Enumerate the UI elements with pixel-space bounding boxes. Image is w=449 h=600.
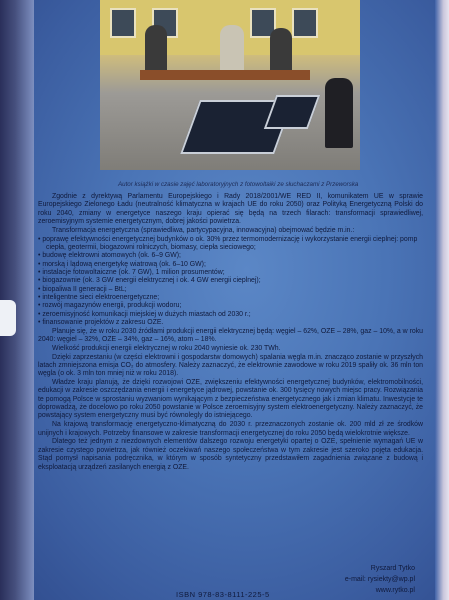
author-email: e-mail: rysiekty@wp.pl bbox=[344, 576, 415, 583]
paragraph: Wielkość produkcji energii elektrycznej w roku 2040 wyniesie ok. 230 TWh. bbox=[52, 344, 281, 352]
photo-window bbox=[292, 8, 318, 38]
paragraph: Planuje się, że w roku 2030 źródłami produkcji energii elektrycznej będą: węgiel – 62%, OZE – 28%, gaz – 10%, a w roku 2040: węgiel – 32%, OZE – 34%, gaz – 16%, atom – 18%. bbox=[38, 327, 423, 343]
cover-photo bbox=[100, 0, 360, 170]
isbn: ISBN 978-83-8111-225-5 bbox=[176, 590, 270, 599]
list-item: • budowę elektrowni atomowych (ok. 6–9 GW); bbox=[38, 252, 423, 260]
list-item: • rozwój magazynów energii, produkcji wodoru; bbox=[38, 302, 423, 310]
list-item: • instalacje fotowoltaiczne (ok. 7 GW), 1 milion prosumentów; bbox=[38, 269, 423, 277]
paragraph: Dlatego też jednym z niezdownych elementów dalszego rozwoju energetyki opartej o OZE, spełnienie wymagań UE w zakresie czystego powietrza, jak również oczekiwań naszego społeczeństwa w tym zakresie jest szeroko pojęta edukacja. Stąd pomysł napisania podręcznika, w którym w sposób syntetyczny przedstawiłem zagadnienia związane z budową i eksploatacją urządzeń zasilanych energią z OZE. bbox=[38, 438, 423, 471]
list-item: • finansowanie projektów z zakresu OZE. bbox=[38, 319, 423, 327]
author-signature bbox=[345, 563, 415, 596]
list-item: • biopaliwa II generacji – BtL; bbox=[38, 286, 423, 294]
photo-person bbox=[145, 25, 167, 75]
list-item: • zeroemisyjność komunikacji miejskiej w dużych miastach od 2030 r.; bbox=[38, 311, 423, 319]
photo-person bbox=[325, 78, 353, 148]
list-item: • morską i lądową energetykę wiatrową (ok. 6–10 GW); bbox=[38, 261, 423, 269]
paragraph: Władze kraju planują, że dzięki rozwojowi OZE, zwiększeniu efektywności energetycznej budynków, elektromobilności, edukacji w zakresie oszczędzania energii i energetyce jądrowej, powstanie ok. 300 tysięcy nowych miejsc pracy. Rozwiązania te pomogą Polsce w sprostaniu wyzwaniom wynikającym z bezpieczeństwa energetycznego jak i zmian klimatu. Inwestycje te doprowadzą, że docelowo po roku 2050 powstanie w Polsce zeroemisyjny system elektroenergetyczny. Należy zaznaczyć, że powstający system energetyczny musi być równolegly do istniejącego. bbox=[38, 379, 423, 420]
list-item: • biogazownie (ok. 3 GW energii elektrycznej i ok. 4 GW energii cieplnej); bbox=[38, 277, 423, 285]
photo-table bbox=[140, 70, 310, 80]
list-item: • poprawę efektywności energetycznej budynków o ok. 30% przez termomodernizację i wykorzystanie energii cieplnej: pomp ciepła, geotermii, biogazowni rolniczych, biomasy, ciepła sieciowego; bbox=[38, 236, 423, 253]
author-name: Ryszard Tytko bbox=[370, 565, 415, 572]
photo-window bbox=[110, 8, 136, 38]
photo-caption: Autor książki w czasie zajęć laboratoryjnych z fotowoltaiki ze słuchaczami z Przeworska bbox=[118, 181, 359, 188]
sticker-tab bbox=[0, 300, 16, 336]
book-spine-edge bbox=[0, 0, 34, 600]
bullet-list bbox=[38, 236, 423, 328]
paragraph: Zgodnie z dyrektywą Parlamentu Europejskiego i Rady 2018/2001/WE RED II, komunikatem UE w sprawie Europejskiego Zielonego Ładu (neutralność klimatyczna w krajach UE do roku 2050) oraz Polityką Energetyczną Polski do roku 2040, zmiany w energetyce naszego kraju opierać się będą na trzech filarach: transformacji sprawiedliwej, zeroemisyjnym systemie energetycznym, dobrej jakości powietrza. bbox=[38, 193, 423, 226]
photo-person bbox=[220, 25, 244, 75]
paragraph: Transformacja energetyczna (sprawiedliwa, partycypacyjna, innowacyjna) obejmować będzie m.in.: bbox=[52, 226, 355, 234]
paragraph: Na krajową transformację energetyczno-klimatyczną do 2030 r. przeznaczonych zostanie ok. 200 mld zł ze środków unijnych i krajowych. Potrzeby finansowe w zakresie transformacji energetycznej do roku 2050 będą wielokrotnie większe. bbox=[38, 421, 423, 437]
author-website: www.rytko.pl bbox=[375, 587, 415, 594]
paragraph: Dzięki zaprzestaniu (w części elektrowni i gospodarstw domowych) spalania węgla m.in. znacząco zostanie w przyszłych latach zmniejszona emisja CO₂ do atmosfery. Należy zaznaczyć, że elektrownie zawodowe w roku 2019 spaliły ok. 36 mln ton węgla (o ok. 3 mln ton mniej niż w roku 2018). bbox=[38, 353, 423, 378]
page-edge bbox=[435, 0, 449, 600]
photo-person bbox=[270, 28, 292, 76]
list-item: • inteligentne sieci elektroenergetyczne; bbox=[38, 294, 423, 302]
body-text bbox=[38, 193, 423, 472]
